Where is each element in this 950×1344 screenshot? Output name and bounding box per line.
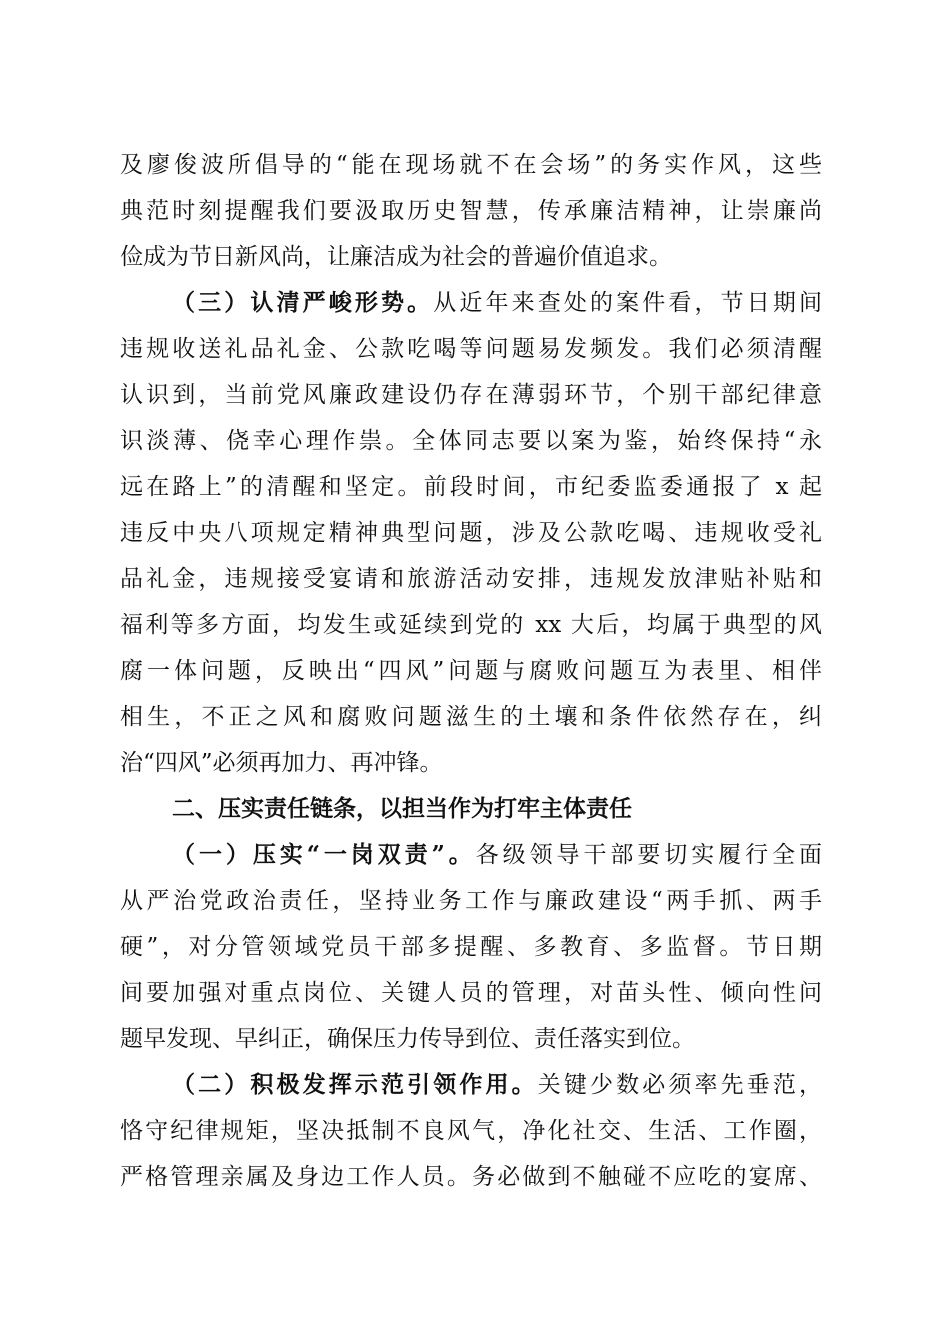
paragraph-text: 各级领导干部要切实履行全面 <box>475 842 823 868</box>
paragraph-line <box>120 832 822 878</box>
paragraph-line: 品礼金，违规接受宴请和旅游活动安排，违规发放津贴补贴和 <box>120 566 822 592</box>
paragraph-line: 违反中央八项规定精神典型问题，涉及公款吃喝、违规收受礼 <box>120 520 822 546</box>
paragraph-lead-heading: （二）积极发挥示范引领作用。 <box>172 1071 538 1098</box>
paragraph-line: 恪守纪律规矩，坚决抵制不良风气，净化社交、生活、工作圈， <box>120 1118 822 1144</box>
paragraph-line: 及廖俊波所倡导的“能在现场就不在会场”的务实作风，这些 <box>120 152 822 178</box>
paragraph-line: 远在路上”的清醒和坚定。前段时间，市纪委监委通报了 x 起 <box>120 474 822 500</box>
paragraph-text: 关键少数必须率先垂范， <box>537 1072 822 1098</box>
paragraph-line: 典范时刻提醒我们要汲取历史智慧，传承廉洁精神，让崇廉尚 <box>120 198 822 224</box>
paragraph-line: 识淡薄、侥幸心理作祟。全体同志要以案为鉴，始终保持“永 <box>120 428 822 454</box>
paragraph-text: 从近年来查处的案件看，节日期间 <box>433 290 822 316</box>
paragraph-line: 从严治党政治责任，坚持业务工作与廉政建设“两手抓、两手 <box>120 888 822 914</box>
paragraph-line: 俭成为节日新风尚，让廉洁成为社会的普遍价值追求。 <box>120 244 672 270</box>
paragraph-line: 间要加强对重点岗位、关键人员的管理，对苗头性、倾向性问 <box>120 980 822 1006</box>
paragraph-lead-heading: （一）压实“一岗双责”。 <box>172 841 476 868</box>
section-heading: 二、压实责任链条，以担当作为打牢主体责任 <box>172 796 632 822</box>
paragraph-line: 违规收送礼品礼金、公款吃喝等问题易发频发。我们必须清醒 <box>120 336 822 362</box>
paragraph-line: 硬”，对分管领域党员干部多提醒、多教育、多监督。节日期 <box>120 934 822 960</box>
paragraph-line: 严格管理亲属及身边工作人员。务必做到不触碰不应吃的宴席、 <box>120 1164 822 1190</box>
paragraph-lead-heading: （三）认清严峻形势。 <box>172 289 434 316</box>
document-page <box>120 142 822 1200</box>
paragraph-line <box>120 280 822 326</box>
paragraph-line: 认识到，当前党风廉政建设仍存在薄弱环节，个别干部纪律意 <box>120 382 822 408</box>
paragraph-line <box>120 1062 822 1108</box>
paragraph-line: 福利等多方面，均发生或延续到党的 xx 大后，均属于典型的风 <box>120 612 822 638</box>
paragraph-line: 题早发现、早纠正，确保压力传导到位、责任落实到位。 <box>120 1026 695 1052</box>
paragraph-line: 相生，不正之风和腐败问题滋生的土壤和条件依然存在，纠 <box>120 704 822 730</box>
paragraph-line: 治“四风”必须再加力、再冲锋。 <box>120 750 443 776</box>
paragraph-line: 腐一体问题，反映出“四风”问题与腐败问题互为表里、相伴 <box>120 658 822 684</box>
